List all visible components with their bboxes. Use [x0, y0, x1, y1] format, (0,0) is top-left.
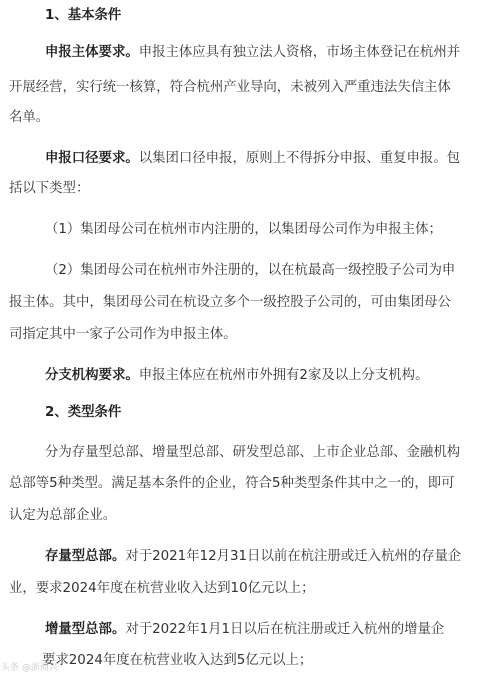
type-intro-line-2: 总部等5种类型。满足基本条件的企业，符合5种类型条件其中之一的，即可	[9, 476, 455, 491]
stock-hq-line-2: 业，要求2024年度在杭营业收入达到10亿元以上；	[9, 581, 315, 596]
increment-hq-line-2: 要求2024年度在杭营业收入达到5亿元以上；	[42, 653, 313, 668]
branch-requirement-text: 申报主体应在杭州市外拥有2家及以上分支机构。	[138, 368, 429, 383]
section-2-heading: 2、类型条件	[45, 405, 122, 420]
section-1-heading: 1、基本条件	[45, 8, 122, 23]
subject-requirement-line-1	[0, 43, 490, 63]
scope-requirement-text: 以集团口径申报，原则上不得拆分申报、重复申报。包	[138, 151, 461, 166]
scope-requirement-line-1	[0, 149, 490, 169]
increment-hq-line-1	[0, 620, 490, 640]
type-intro-line-3: 认定为总部企业。	[9, 508, 117, 523]
type-item-2-line-1: （2）集团母公司在杭州市外注册的，以在杭最高一级控股子公司为申	[45, 263, 456, 278]
branch-requirement-line	[0, 366, 490, 386]
subject-requirement-label: 申报主体要求。	[45, 45, 139, 60]
scope-requirement-label: 申报口径要求。	[45, 151, 139, 166]
subject-requirement-line-3: 名单。	[9, 110, 50, 125]
type-item-2-line-3: 司指定其中一家子公司作为申报主体。	[9, 327, 237, 342]
type-item-2-line-2: 报主体。其中，集团母公司在杭设立多个一级控股子公司的，可由集团母公	[9, 295, 451, 310]
watermark: 头条 @浙商兴	[1, 663, 58, 673]
increment-hq-label: 增量型总部。	[45, 622, 126, 637]
branch-requirement-label: 分支机构要求。	[45, 368, 139, 383]
stock-hq-line-1	[0, 547, 490, 567]
subject-requirement-line-2: 开展经营，实行统一核算，符合杭州产业导向，未被列入严重违法失信主体	[9, 80, 451, 95]
subject-requirement-text: 申报主体应具有独立法人资格，市场主体登记在杭州并	[138, 45, 461, 60]
type-item-1: （1）集团母公司在杭州市内注册的，以集团母公司作为申报主体；	[45, 222, 442, 237]
stock-hq-text: 对于2021年12月31日以前在杭注册或迁入杭州的存量企	[125, 549, 462, 564]
increment-hq-text: 对于2022年1月1日以后在杭注册或迁入杭州的增量企	[125, 622, 445, 637]
type-intro-line-1: 分为存量型总部、增量型总部、研发型总部、上市企业总部、金融机构	[45, 445, 461, 460]
stock-hq-label: 存量型总部。	[45, 549, 126, 564]
scope-requirement-line-2: 括以下类型：	[9, 181, 90, 196]
